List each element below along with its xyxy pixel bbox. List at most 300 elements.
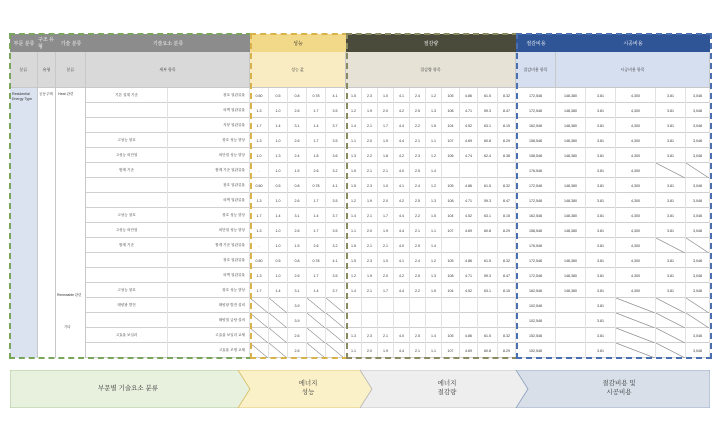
table-cell: 1.4 (426, 238, 442, 253)
table-cell: 1.2 (346, 268, 362, 283)
table-cell (656, 163, 686, 178)
table-cell: 104 (442, 283, 460, 298)
table-cell: 4.4 (394, 118, 410, 133)
table-cell: 3.81 (656, 208, 686, 223)
table-cell: 4.1 (326, 253, 345, 268)
table-cell: 1.7 (378, 208, 394, 223)
header-element: 기술요소 분류 (86, 34, 250, 52)
table-cell: 148,380 (556, 88, 586, 103)
table-cell: 4.74 (460, 148, 478, 163)
table-cell: 3.81 (656, 268, 686, 283)
table-cell: 1.7 (307, 193, 326, 208)
table-cell: 148,380 (556, 133, 586, 148)
table-cell: 3.5 (326, 268, 345, 283)
table-cell: 2.6 (307, 163, 326, 178)
subheader-savings: 절감량 항목 (346, 52, 516, 88)
table-cell: 1.0 (269, 133, 288, 148)
table-cell: 1.3 (346, 148, 362, 163)
table-cell (556, 313, 586, 328)
table-cell: 1.8 (307, 148, 326, 163)
table-cell: 1.4 (426, 163, 442, 178)
table-cell: 창호 열관류율 (168, 253, 250, 268)
table-cell: 8.32 (498, 328, 516, 343)
table-cell: 외단열 성능 향상 (168, 223, 250, 238)
table-cell: 162,548 (516, 283, 556, 298)
table-cell (556, 238, 586, 253)
table-cell: 4.1 (394, 253, 410, 268)
table-cell: 1.7 (378, 118, 394, 133)
table-cell: 3.81 (656, 178, 686, 193)
stage4-label: 절감비용 및 시공비용 (602, 380, 636, 396)
table-row (86, 103, 710, 118)
table-cell (442, 238, 460, 253)
table-cell: 3,048 (686, 253, 710, 268)
table-cell: 60.8 (478, 223, 498, 238)
table-cell: 2.2 (410, 118, 426, 133)
table-cell: 3,048 (686, 148, 710, 163)
table-cell: 2.3 (362, 88, 378, 103)
table-cell: 3.81 (586, 223, 616, 238)
table-cell: 3.81 (586, 208, 616, 223)
table-row (86, 178, 710, 193)
table-cell (656, 343, 686, 358)
table-cell: 4,300 (616, 193, 656, 208)
table-cell: 4,300 (616, 208, 656, 223)
table-cell: 3.81 (656, 118, 686, 133)
table-cell: - (250, 163, 269, 178)
table-cell: 3.81 (586, 283, 616, 298)
table-cell: 4.69 (460, 133, 478, 148)
table-cell: 1.5 (426, 208, 442, 223)
table-cell: 2.0 (378, 193, 394, 208)
table-cell: 합계 기준 열관류율 (168, 163, 250, 178)
table-cell (86, 193, 168, 208)
table-cell: 108 (442, 268, 460, 283)
table-cell: 2.3 (362, 253, 378, 268)
table-cell: 4.1 (326, 178, 345, 193)
table-cell: 1.5 (346, 238, 362, 253)
table-cell: 고성능 창호 (86, 133, 168, 148)
table-cell: 2.0 (362, 133, 378, 148)
table-cell: 4.86 (460, 253, 478, 268)
table-cell: 창호 열관류율 (168, 88, 250, 103)
table-cell: 1.9 (362, 193, 378, 208)
table-cell: 2.1 (378, 328, 394, 343)
table-cell: 148,380 (556, 148, 586, 163)
table-cell: 4,300 (616, 253, 656, 268)
table-cell: 고성능 외단열 (86, 223, 168, 238)
table-cell: 1.3 (250, 103, 269, 118)
table-cell: 3,048 (686, 283, 710, 298)
table-row (86, 298, 710, 313)
table-cell: 3.81 (656, 253, 686, 268)
table-cell (616, 313, 656, 328)
table-row (86, 238, 710, 253)
table-cell: 2.3 (362, 328, 378, 343)
table-cell: 고효율 보일러 (86, 328, 168, 343)
table-cell: 2.3 (410, 148, 426, 163)
table-cell: - (250, 238, 269, 253)
stage2-label: 에너지 성능 (298, 380, 318, 396)
table-cell: 4,300 (616, 163, 656, 178)
table-cell (426, 298, 442, 313)
table-cell: 148,380 (556, 208, 586, 223)
table-cell: 2.6 (288, 193, 307, 208)
table-cell: 외벽 열관류율 (168, 103, 250, 118)
table-cell: 2.1 (362, 238, 378, 253)
table-cell: 고성능 창호 (86, 283, 168, 298)
table-cell: 4.2 (394, 103, 410, 118)
table-cell: 4,300 (616, 88, 656, 103)
table-cell: 59.3 (478, 103, 498, 118)
table-cell (269, 343, 288, 358)
table-cell: 63.1 (478, 283, 498, 298)
table-cell: 3.81 (656, 193, 686, 208)
table-row (86, 163, 710, 178)
subheader-element: 세부 항목 (86, 52, 250, 88)
table-cell: 4.71 (460, 103, 478, 118)
table-cell: 3.2 (326, 238, 345, 253)
table-cell: 60.8 (478, 133, 498, 148)
table-cell: 8.47 (498, 103, 516, 118)
table-cell: 3.81 (656, 133, 686, 148)
table-row (86, 253, 710, 268)
table-cell: 152,548 (516, 343, 556, 358)
table-cell: 1.7 (307, 223, 326, 238)
table-cell: 4,300 (616, 148, 656, 163)
table-cell: 4.52 (460, 208, 478, 223)
table-cell: 63.1 (478, 118, 498, 133)
table-cell: 1.4 (269, 118, 288, 133)
table-cell: 8.15 (498, 283, 516, 298)
table-cell (362, 298, 378, 313)
table-cell (269, 298, 288, 313)
table-cell: 2.6 (288, 223, 307, 238)
table-cell (394, 298, 410, 313)
table-cell (498, 238, 516, 253)
table-cell: 158,548 (516, 148, 556, 163)
table-cell: 2.1 (362, 208, 378, 223)
table-cell: 0.78 (307, 253, 326, 268)
table-cell (686, 163, 710, 178)
table-cell: 3.81 (656, 148, 686, 163)
table-cell: 0.8 (288, 253, 307, 268)
table-cell (86, 268, 168, 283)
table-cell (498, 313, 516, 328)
table-cell: 8.29 (498, 343, 516, 358)
table-cell: 105 (442, 178, 460, 193)
table-cell: 0.5 (269, 178, 288, 193)
table-cell: 1.4 (307, 118, 326, 133)
table-cell: 2.0 (378, 268, 394, 283)
table-cell (378, 313, 394, 328)
table-cell: 1.5 (346, 88, 362, 103)
table-row (86, 283, 710, 298)
table-cell: 1.4 (307, 283, 326, 298)
table-cell: 2.0 (362, 343, 378, 358)
table-cell: 2.2 (362, 148, 378, 163)
table-cell (362, 313, 378, 328)
stage3-label: 에너지 절감량 (437, 380, 457, 396)
table-cell (656, 298, 686, 313)
table-cell: 고성능 외단열 (86, 148, 168, 163)
table-cell: 1.4 (269, 283, 288, 298)
table-cell: 4.52 (460, 118, 478, 133)
table-cell: 3,048 (686, 178, 710, 193)
table-cell: 2.4 (288, 148, 307, 163)
table-cell: 1.7 (307, 103, 326, 118)
table-cell: 1.5 (426, 283, 442, 298)
tech-label-renewable: Renewable 관련 (57, 293, 82, 297)
table-cell: 3.81 (586, 193, 616, 208)
table-cell: 4.1 (394, 88, 410, 103)
table-cell: 외벽 열관류율 (168, 268, 250, 283)
table-cell: 3.9 (288, 313, 307, 328)
table-cell: 0.60 (250, 88, 269, 103)
table-cell: 4.0 (394, 163, 410, 178)
table-cell (460, 163, 478, 178)
table-cell: 3.81 (586, 343, 616, 358)
table-cell (656, 313, 686, 328)
table-row (86, 133, 710, 148)
table-cell: 4,300 (616, 283, 656, 298)
table-cell: 1.1 (426, 133, 442, 148)
table-cell: 고효율 보일러 교체 (168, 328, 250, 343)
table-cell (326, 328, 345, 343)
table-cell: 1.3 (426, 268, 442, 283)
table-cell: 3.81 (586, 328, 616, 343)
table-cell: 1.0 (269, 103, 288, 118)
table-cell: 1.0 (269, 163, 288, 178)
table-cell: 4,300 (616, 133, 656, 148)
table-cell: 1.4 (307, 208, 326, 223)
table-cell (460, 298, 478, 313)
table-cell (250, 313, 269, 328)
table-cell: 8.29 (498, 223, 516, 238)
table-cell: 3,048 (686, 208, 710, 223)
table-cell: 8.47 (498, 268, 516, 283)
table-cell: 8.32 (498, 178, 516, 193)
table-cell: 1.5 (288, 238, 307, 253)
table-cell (326, 298, 345, 313)
table-cell: 1.7 (307, 133, 326, 148)
table-cell: 1.4 (346, 283, 362, 298)
table-cell: 창호 열관류율 (168, 178, 250, 193)
table-cell (616, 343, 656, 358)
table-cell (442, 298, 460, 313)
table-cell: 148,380 (556, 253, 586, 268)
table-cell (250, 298, 269, 313)
table-cell: 2.4 (410, 88, 426, 103)
header-cost-savings: 절감비용 (516, 34, 556, 52)
table-cell: 3.1 (288, 118, 307, 133)
table-cell: 60.8 (478, 343, 498, 358)
table-cell (394, 313, 410, 328)
table-cell (86, 178, 168, 193)
table-cell (656, 328, 686, 343)
table-cell: 104 (442, 208, 460, 223)
table-cell: 3.9 (288, 298, 307, 313)
table-cell: 162,548 (516, 208, 556, 223)
table-cell: 1.9 (378, 223, 394, 238)
table-cell (442, 163, 460, 178)
table-cell: 합계 기준 (86, 238, 168, 253)
table-cell: 4.69 (460, 223, 478, 238)
table-cell: 1.0 (269, 268, 288, 283)
table-cell: 3.7 (326, 208, 345, 223)
table-cell: 105 (442, 88, 460, 103)
table-cell: 1.8 (378, 148, 394, 163)
table-cell: 8.38 (498, 148, 516, 163)
table-cell: 4.69 (460, 343, 478, 358)
table-row (86, 328, 710, 343)
table-cell (556, 343, 586, 358)
table-cell: 106 (442, 148, 460, 163)
type-label: 공동주택 (39, 92, 53, 96)
table-cell: 고효율 조명 교체 (168, 343, 250, 358)
table-cell: 3.81 (586, 133, 616, 148)
table-cell: 1.2 (346, 193, 362, 208)
table-cell (410, 298, 426, 313)
table-row (86, 208, 710, 223)
table-cell: 1.1 (426, 223, 442, 238)
table-cell: 3.7 (326, 118, 345, 133)
table-cell: 4.4 (394, 133, 410, 148)
table-cell: 3.81 (586, 313, 616, 328)
table-cell (307, 328, 326, 343)
table-cell (460, 238, 478, 253)
table-cell (498, 298, 516, 313)
table-cell: 3,048 (686, 268, 710, 283)
table-cell (326, 313, 345, 328)
table-cell: 1.5 (346, 253, 362, 268)
table-cell: 148,380 (556, 178, 586, 193)
table-cell: 2.5 (410, 163, 426, 178)
table-cell: 162,548 (516, 118, 556, 133)
table-cell: 1.7 (378, 283, 394, 298)
table-cell: 102,548 (516, 298, 556, 313)
table-cell: 4,300 (616, 118, 656, 133)
table-cell: 1.0 (378, 178, 394, 193)
table-cell (426, 313, 442, 328)
table-cell (307, 298, 326, 313)
table-cell: 1.5 (346, 178, 362, 193)
table-cell: 3.2 (326, 163, 345, 178)
table-cell: 108 (442, 193, 460, 208)
header-tech: 기술 분류 (56, 34, 86, 52)
table-cell (86, 313, 168, 328)
table-cell (269, 328, 288, 343)
table-cell: 61.5 (478, 253, 498, 268)
table-cell: 4.1 (326, 88, 345, 103)
table-cell: 4.1 (394, 178, 410, 193)
table-cell: 2.5 (410, 193, 426, 208)
table-cell: 2.1 (362, 163, 378, 178)
sector-strip (10, 88, 38, 358)
table-cell: 1.2 (426, 88, 442, 103)
table-cell: 172,548 (516, 103, 556, 118)
table-cell: 4.4 (394, 208, 410, 223)
table-cell: 3.81 (586, 148, 616, 163)
table-cell: 0.5 (269, 253, 288, 268)
table-cell (478, 298, 498, 313)
header-construction-cost: 시공비용 (556, 34, 710, 52)
table-cell: 4.2 (394, 148, 410, 163)
header-performance: 성능 (250, 34, 346, 52)
table-cell: 1.3 (250, 223, 269, 238)
table-cell: 148,380 (556, 268, 586, 283)
table-cell: 1.1 (346, 133, 362, 148)
header-type: 구조 유형 (38, 34, 56, 52)
subheader-tech: 분류 (56, 52, 86, 88)
table-row (86, 223, 710, 238)
table-cell: 172,548 (516, 253, 556, 268)
table-cell: 1.4 (346, 118, 362, 133)
table-cell: 3.81 (586, 103, 616, 118)
table-cell: 4,300 (616, 238, 656, 253)
table-cell: 2.1 (362, 283, 378, 298)
table-cell: 3.1 (288, 208, 307, 223)
table-cell: 1.5 (426, 118, 442, 133)
table-cell (498, 163, 516, 178)
table-cell: 148,380 (556, 118, 586, 133)
table-cell: 고성능 창호 (86, 208, 168, 223)
table-cell: 2.6 (307, 238, 326, 253)
table-cell (556, 328, 586, 343)
table-cell: 1.0 (378, 253, 394, 268)
table-cell (307, 343, 326, 358)
table-cell: 3,048 (686, 223, 710, 238)
table-cell (410, 313, 426, 328)
table-cell: 3.6 (326, 148, 345, 163)
table-cell: 1.2 (426, 253, 442, 268)
subheader-performance: 성능 값 (250, 52, 346, 88)
table-cell: 4.4 (394, 223, 410, 238)
subheader-type: 유형 (38, 52, 56, 88)
table-cell: 105 (442, 328, 460, 343)
table-cell (478, 163, 498, 178)
table-cell: 4.86 (460, 88, 478, 103)
table-cell: 148,380 (556, 283, 586, 298)
table-cell: 2.6 (288, 343, 307, 358)
process-banner (10, 370, 710, 408)
table-cell: 176,548 (516, 238, 556, 253)
table-cell (378, 298, 394, 313)
table-cell: 1.5 (346, 163, 362, 178)
table-cell: 1.5 (288, 163, 307, 178)
subheader-sector: 분류 (10, 52, 38, 88)
table-cell: 2.1 (410, 133, 426, 148)
table-cell: 2.2 (410, 283, 426, 298)
table-cell (686, 313, 710, 328)
table-cell: 8.29 (498, 133, 516, 148)
table-cell: 1.1 (346, 223, 362, 238)
table-cell: 0.78 (307, 178, 326, 193)
table-cell: 3.81 (656, 283, 686, 298)
table-cell: 2.1 (378, 238, 394, 253)
table-cell (686, 298, 710, 313)
table-cell: 172,548 (516, 268, 556, 283)
table-cell: 3,048 (686, 103, 710, 118)
table-cell: 2.6 (288, 328, 307, 343)
table-cell: 0.8 (288, 88, 307, 103)
table-cell: 107 (442, 343, 460, 358)
table-cell (478, 313, 498, 328)
table-cell: 기본 설계 기준 (86, 88, 168, 103)
table-cell: 외벽 열관류율 (168, 193, 250, 208)
table-cell: 3,048 (686, 193, 710, 208)
table-cell: 1.9 (378, 343, 394, 358)
